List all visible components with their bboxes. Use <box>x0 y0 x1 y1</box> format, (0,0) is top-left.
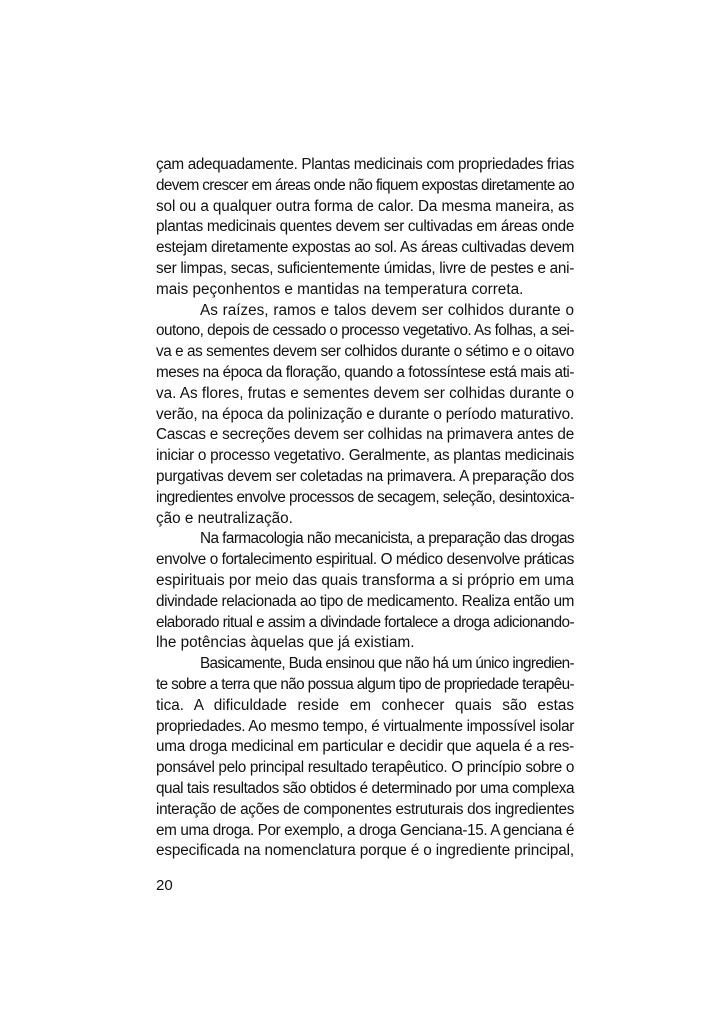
text-line: outono, depois de cessado o processo vegetativo. As folhas, a sei- <box>156 322 575 340</box>
text-line: meses na época da floração, quando a fotossíntese está mais ati- <box>156 363 575 381</box>
text-line: estejam diretamente expostas ao sol. As áreas cultivadas devem <box>156 239 575 257</box>
text-line: sol ou a qualquer outra forma de calor. Da mesma maneira, as <box>156 197 574 215</box>
text-line: divindade relacionada ao tipo de medicamento. Realiza então um <box>156 592 574 610</box>
text-line: çam adequadamente. Plantas medicinais com propriedades frias <box>156 156 574 173</box>
text-line: envolve o fortalecimento espiritual. O médico desenvolve práticas <box>156 551 574 569</box>
text-line: elaborado ritual e assim a divindade fortalece a droga adicionando- <box>156 613 575 631</box>
text-line: As raízes, ramos e talos devem ser colhidos durante o <box>200 301 574 319</box>
text-line: lhe potências àquelas que já existiam. <box>156 634 415 652</box>
text-line: uma droga medicinal em particular e decidir que aquela é a res- <box>156 738 574 756</box>
text-line: devem crescer em áreas onde não fiquem expostas diretamente ao <box>156 176 575 194</box>
text-line: va e as sementes devem ser colhidos durante o sétimo e o oitavo <box>156 343 574 361</box>
text-line: va. As flores, frutas e sementes devem ser colhidas durante o <box>156 384 575 402</box>
text-line: verão, na época da polinização e durante o período maturativo. <box>156 405 574 423</box>
text-line: Cascas e secreções devem ser colhidas na primavera antes de <box>156 426 575 444</box>
text-line: purgativas devem ser coletadas na primavera. A preparação dos <box>156 467 574 485</box>
text-line: iniciar o processo vegetativo. Geralmente, as plantas medicinais <box>156 447 575 465</box>
text-line: ser limpas, secas, suficientemente úmidas, livre de pestes e ani- <box>156 259 574 277</box>
text-line: plantas medicinais quentes devem ser cultivadas em áreas onde <box>156 218 575 236</box>
text-line: especificada na nomenclatura porque é o ingrediente principal, <box>156 842 574 860</box>
text-line: ção e neutralização. <box>156 509 293 527</box>
text-line: mais peçonhentos e mantidas na temperatura correta. <box>156 280 524 298</box>
text-line: propriedades. Ao mesmo tempo, é virtualmente impossível isolar <box>156 717 575 735</box>
text-line: tica. A dificuldade reside em conhecer quais são estas <box>156 696 574 714</box>
text-line: interação de ações de componentes estruturais dos ingredientes <box>156 800 575 818</box>
text-line: te sobre a terra que não possua algum tipo de propriedade terapêu- <box>156 675 574 693</box>
page-number: 20 <box>156 877 173 894</box>
text-line: ingredientes envolve processos de secagem, seleção, desintoxica- <box>156 488 575 506</box>
text-line: Basicamente, Buda ensinou que não há um único ingredien- <box>200 655 574 673</box>
body-text <box>156 155 574 862</box>
text-line: qual tais resultados são obtidos é determinado por uma complexa <box>156 779 575 797</box>
text-line: ponsável pelo principal resultado terapêutico. O princípio sobre o <box>156 759 574 777</box>
text-line: Na farmacologia não mecanicista, a preparação das drogas <box>200 530 575 548</box>
text-line: espirituais por meio das quais transforma a si próprio em uma <box>156 571 574 589</box>
text-line: em uma droga. Por exemplo, a droga Genciana-15. A genciana é <box>156 821 574 839</box>
